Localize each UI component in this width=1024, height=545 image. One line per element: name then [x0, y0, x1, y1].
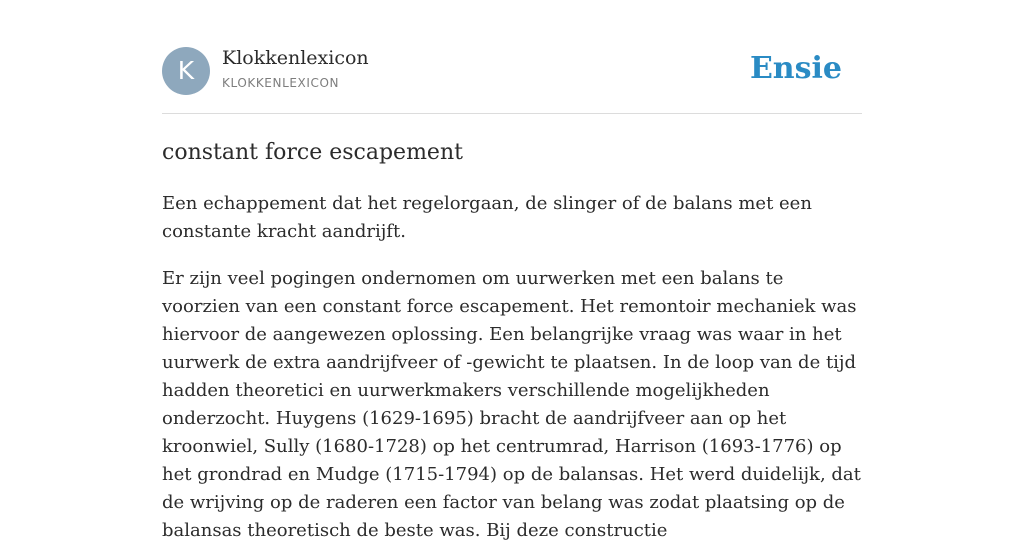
ensie-logo[interactable]: Ensie: [749, 51, 842, 86]
page-container: [162, 0, 862, 541]
article-paragraph-definition: Een echappement dat het regelorgaan, de slinger of de balans met een constante kracht aandrijft.: [162, 193, 812, 242]
author-avatar[interactable]: K: [162, 47, 210, 95]
page-header: [162, 0, 862, 114]
author-name-link[interactable]: Klokkenlexicon: [222, 47, 369, 69]
article-title: constant force escapement: [162, 140, 463, 165]
author-subtitle[interactable]: KLOKKENLEXICON: [222, 76, 340, 90]
article-paragraph-body: Er zijn veel pogingen ondernomen om uurwerken met een balans te voorzien van een constant force escapement. Het remontoir mechaniek was hiervoor de aangewezen oplossing. Een belangrijke vraag was waar in het uurwerk de extra aandrijfveer of -gewicht te plaatsen. In de loop van de tijd hadden theoretici en uurwerkmakers verschillende mogelijkheden onderzocht. Huygens (1629-1695) bracht de aandrijfveer aan op het kroonwiel, Sully (1680-1728) op het centrumrad, Harrison (1693-1776) op het grondrad en Mudge (1715-1794) op de balansas. Het werd duidelijk, dat de wrijving op de raderen een factor van belang was zodat plaatsing op de balansas theoretisch de beste was. Bij deze constructie: [162, 268, 861, 541]
